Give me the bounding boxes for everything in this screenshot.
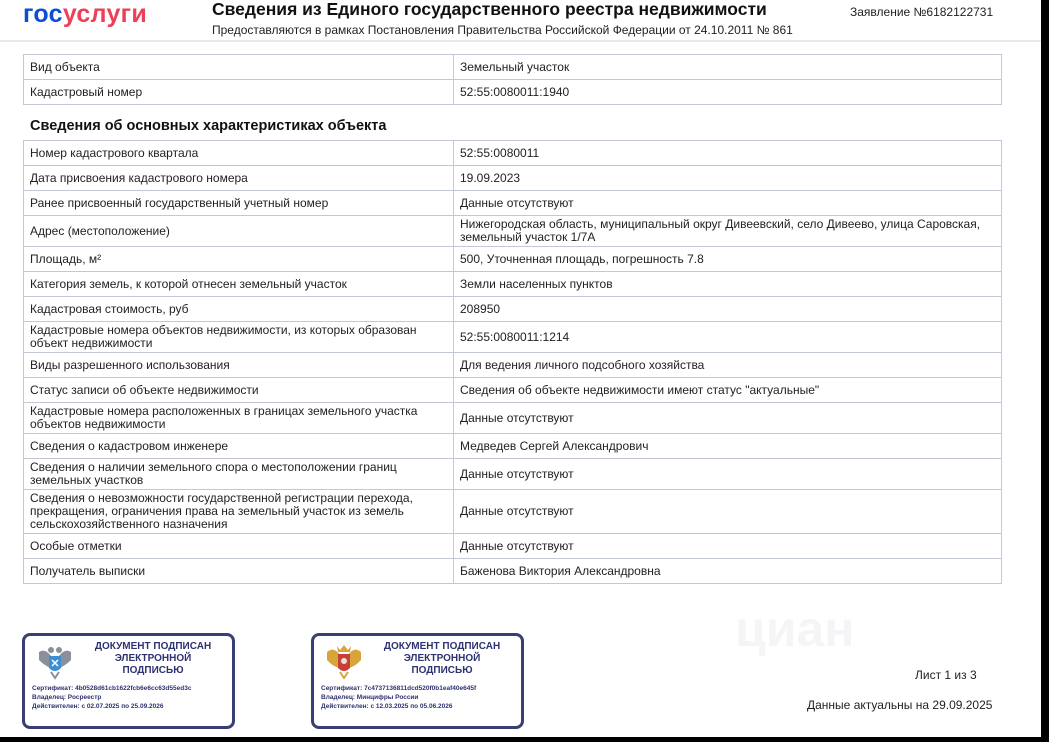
row-value: 19.09.2023: [454, 166, 1002, 191]
sheet-number: Лист 1 из 3: [915, 668, 977, 682]
table-row: [24, 353, 1002, 378]
row-label: Сведения о кадастровом инженере: [24, 434, 454, 459]
row-label: Дата присвоения кадастрового номера: [24, 166, 454, 191]
rosreestr-emblem-icon: [35, 642, 75, 680]
data-actual-date: Данные актуальны на 29.09.2025: [807, 698, 993, 712]
row-label: Категория земель, к которой отнесен земельный участок: [24, 272, 454, 297]
table-row: [24, 434, 1002, 459]
row-label: Номер кадастрового квартала: [24, 141, 454, 166]
row-value: Земли населенных пунктов: [454, 272, 1002, 297]
page-subtitle: Предоставляются в рамках Постановления Правительства Российской Федерации от 24.10.2011 № 861: [212, 23, 793, 37]
row-label: Особые отметки: [24, 534, 454, 559]
stamp-valid: Действителен: с 02.07.2025 по 25.09.2026: [32, 703, 164, 710]
row-value: Данные отсутствуют: [454, 459, 1002, 490]
row-value: 500, Уточненная площадь, погрешность 7.8: [454, 247, 1002, 272]
stamp-owner: Владелец: Минцифры России: [321, 694, 419, 701]
stamp-owner: Владелец: Росреестр: [32, 694, 102, 701]
signature-stamp-mintsifry: [311, 633, 524, 729]
row-value: Баженова Виктория Александровна: [454, 559, 1002, 584]
table-row: [24, 297, 1002, 322]
row-value: Данные отсутствуют: [454, 403, 1002, 434]
row-label: Кадастровые номера объектов недвижимости, из которых образован объект недвижимости: [24, 322, 454, 353]
stamp-title: ДОКУМЕНТ ПОДПИСАН ЭЛЕКТРОННОЙ ПОДПИСЬЮ: [383, 641, 501, 676]
table-row: [24, 80, 1002, 105]
row-label: Ранее присвоенный государственный учетный номер: [24, 191, 454, 216]
row-value: Сведения об объекте недвижимости имеют статус "актуальные": [454, 378, 1002, 403]
row-value: Медведев Сергей Александрович: [454, 434, 1002, 459]
logo-part-uslugi: услуги: [62, 0, 148, 28]
table-row: [24, 191, 1002, 216]
row-value: Земельный участок: [454, 55, 1002, 80]
characteristics-table: [23, 140, 1002, 584]
row-label: Статус записи об объекте недвижимости: [24, 378, 454, 403]
row-label: Кадастровый номер: [24, 80, 454, 105]
table-row: [24, 247, 1002, 272]
table-row: [24, 559, 1002, 584]
table-row: [24, 166, 1002, 191]
row-label: Виды разрешенного использования: [24, 353, 454, 378]
cian-watermark: циан: [735, 601, 855, 657]
table-row: [24, 55, 1002, 80]
row-label: Кадастровая стоимость, руб: [24, 297, 454, 322]
application-number: Заявление №6182122731: [850, 5, 994, 19]
stamp-details: [32, 684, 191, 711]
document-header: [0, 0, 1041, 42]
section-title: Сведения об основных характеристиках объекта: [30, 118, 387, 134]
signature-stamp-rosreestr: [22, 633, 235, 729]
row-value: 208950: [454, 297, 1002, 322]
row-label: Вид объекта: [24, 55, 454, 80]
row-label: Получатель выписки: [24, 559, 454, 584]
row-value: Для ведения личного подсобного хозяйства: [454, 353, 1002, 378]
table-row: [24, 216, 1002, 247]
table-row: [24, 534, 1002, 559]
row-label: Сведения о невозможности государственной регистрации перехода, прекращения, ограничения права на земельный участок из земель сельскохозяйственного назначения: [24, 490, 454, 534]
row-label: Кадастровые номера расположенных в границах земельного участка объектов недвижимости: [24, 403, 454, 434]
logo-part-gos: гос: [23, 0, 63, 28]
russia-coat-of-arms-icon: [324, 642, 364, 680]
stamp-certificate: Сертификат: 4b0528d61cb1622fcb6e6cc63d55ed3c: [32, 685, 192, 692]
row-value: Данные отсутствуют: [454, 191, 1002, 216]
gosuslugi-logo[interactable]: [23, 0, 147, 29]
stamp-details: [321, 684, 476, 711]
stamp-valid: Действителен: с 12.03.2025 по 05.06.2026: [321, 703, 453, 710]
stamp-title: ДОКУМЕНТ ПОДПИСАН ЭЛЕКТРОННОЙ ПОДПИСЬЮ: [94, 641, 212, 676]
row-value: 52:55:0080011:1940: [454, 80, 1002, 105]
row-label: Сведения о наличии земельного спора о местоположении границ земельных участков: [24, 459, 454, 490]
table-row: [24, 459, 1002, 490]
table-row: [24, 490, 1002, 534]
table-row: [24, 322, 1002, 353]
table-row: [24, 141, 1002, 166]
row-value: 52:55:0080011: [454, 141, 1002, 166]
row-value: Данные отсутствуют: [454, 490, 1002, 534]
row-value: Нижегородская область, муниципальный округ Дивеевский, село Дивеево, улица Саровская, земельный участок 1/7А: [454, 216, 1002, 247]
object-summary-table: [23, 54, 1002, 105]
table-row: [24, 378, 1002, 403]
stamp-certificate: Сертификат: 7c4737136811dcd520f0b1eaf40e645f: [321, 685, 477, 692]
table-row: [24, 403, 1002, 434]
row-label: Адрес (местоположение): [24, 216, 454, 247]
row-value: Данные отсутствуют: [454, 534, 1002, 559]
table-row: [24, 272, 1002, 297]
row-value: 52:55:0080011:1214: [454, 322, 1002, 353]
row-label: Площадь, м²: [24, 247, 454, 272]
page-title: Сведения из Единого государственного реестра недвижимости: [212, 0, 767, 19]
